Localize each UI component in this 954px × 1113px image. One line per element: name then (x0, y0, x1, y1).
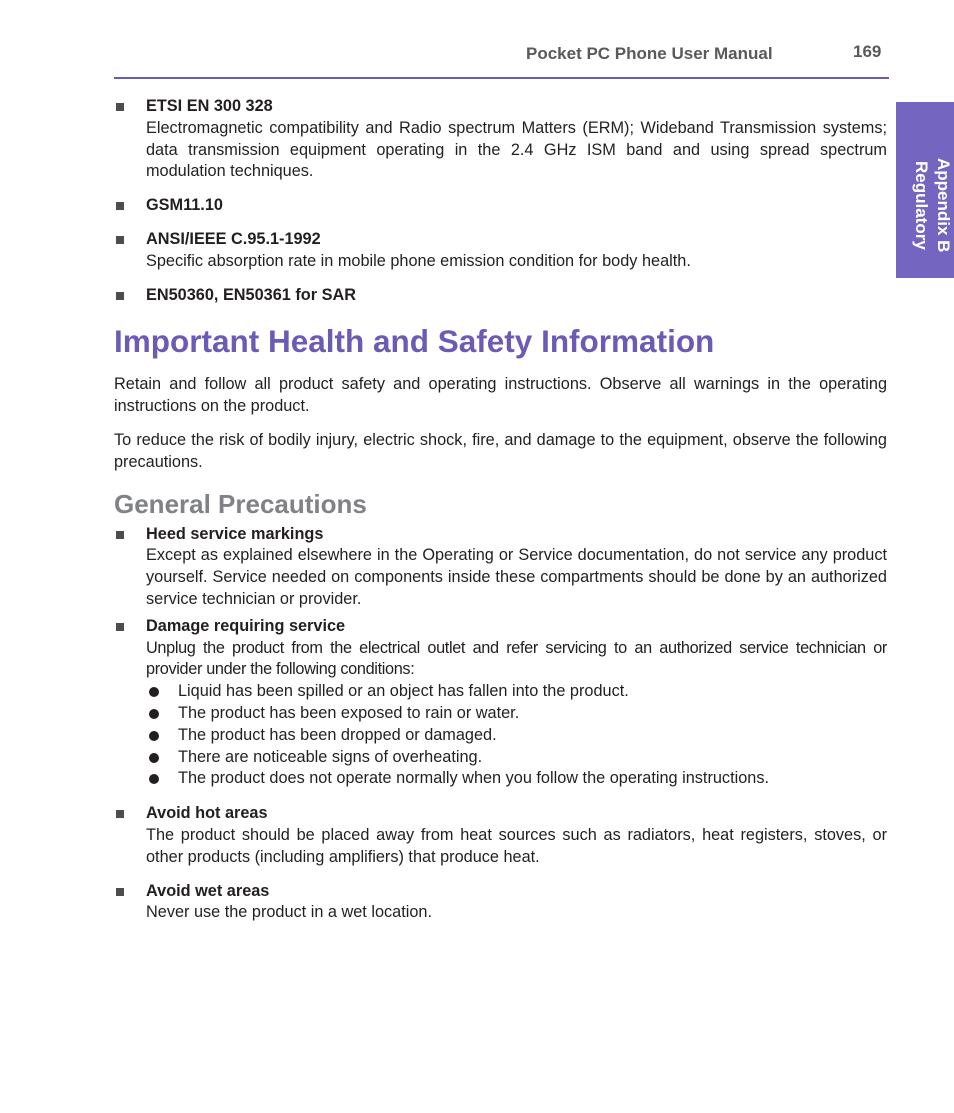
round-bullet-icon (149, 731, 159, 741)
condition-item (146, 681, 887, 703)
appendix-tab-line1: Appendix B (934, 157, 953, 253)
round-bullet-icon (149, 709, 159, 719)
page-number: 169 (853, 42, 882, 61)
square-bullet-icon (116, 623, 124, 631)
condition-item (146, 768, 887, 790)
round-bullet-icon (149, 687, 159, 697)
precaution-item (114, 881, 887, 925)
precaution-description: Unplug the product from the electrical outlet and refer servicing to an authorized service technician or provider under the following conditions: (146, 638, 887, 679)
appendix-tab-label (896, 102, 954, 278)
standard-title: EN50360, EN50361 for SAR (146, 285, 356, 304)
precaution-item (114, 524, 887, 611)
standard-description: Electromagnetic compatibility and Radio spectrum Matters (ERM); Wideband Transmission systems; data transmission equipment operating in the 2.4 GHz ISM band and using spread spectrum modulation techniques. (146, 118, 887, 181)
square-bullet-icon (116, 103, 124, 111)
precaution-description: The product should be placed away from heat sources such as radiators, heat registers, stoves, or other products (including amplifiers) that produce heat. (146, 825, 887, 866)
square-bullet-icon (116, 292, 124, 300)
standard-title: ETSI EN 300 328 (146, 97, 273, 115)
header-divider (114, 77, 889, 79)
condition-text: Liquid has been spilled or an object has fallen into the product. (178, 682, 629, 701)
condition-text: There are noticeable signs of overheating. (178, 747, 483, 766)
condition-text: The product has been exposed to rain or water. (178, 703, 520, 722)
standard-item (114, 195, 887, 217)
subsection-heading: General Precautions (114, 488, 367, 519)
condition-item (146, 747, 887, 769)
standard-item (114, 229, 887, 273)
intro-paragraph: Retain and follow all product safety and operating instructions. Observe all warnings in the operating instructions on the product. (114, 375, 887, 416)
precaution-paragraph: To reduce the risk of bodily injury, electric shock, fire, and damage to the equipment, observe the following precautions. (114, 430, 887, 471)
precaution-description: Never use the product in a wet location. (146, 903, 432, 922)
round-bullet-icon (149, 774, 159, 784)
square-bullet-icon (116, 531, 124, 539)
precaution-description: Except as explained elsewhere in the Operating or Service documentation, do not service any product yourself. Service needed on components inside these compartments should be done by an authorized service technician or provider. (146, 546, 887, 608)
condition-text: The product does not operate normally when you follow the operating instructions. (178, 769, 769, 788)
conditions-list (146, 681, 887, 790)
manual-title: Pocket PC Phone User Manual (526, 44, 773, 63)
precaution-title: Heed service markings (146, 524, 324, 543)
round-bullet-icon (149, 753, 159, 763)
appendix-tab-line2: Regulatory (912, 160, 931, 250)
section-heading: Important Health and Safety Information (114, 323, 715, 360)
precaution-title: Avoid hot areas (146, 804, 268, 823)
precaution-title: Damage requiring service (146, 616, 346, 635)
precaution-item (114, 803, 887, 868)
standard-description: Specific absorption rate in mobile phone emission condition for body health. (146, 251, 691, 270)
condition-text: The product has been dropped or damaged. (178, 725, 497, 744)
square-bullet-icon (116, 202, 124, 210)
standard-item (114, 96, 887, 183)
square-bullet-icon (116, 236, 124, 244)
square-bullet-icon (116, 888, 124, 896)
standard-item (114, 285, 887, 307)
standard-title: ANSI/IEEE C.95.1-1992 (146, 229, 321, 248)
page-content (114, 96, 887, 924)
precaution-title: Avoid wet areas (146, 881, 270, 900)
condition-item (146, 703, 887, 725)
condition-item (146, 725, 887, 747)
square-bullet-icon (116, 810, 124, 818)
standard-title: GSM11.10 (146, 196, 223, 215)
precaution-item (114, 616, 887, 790)
